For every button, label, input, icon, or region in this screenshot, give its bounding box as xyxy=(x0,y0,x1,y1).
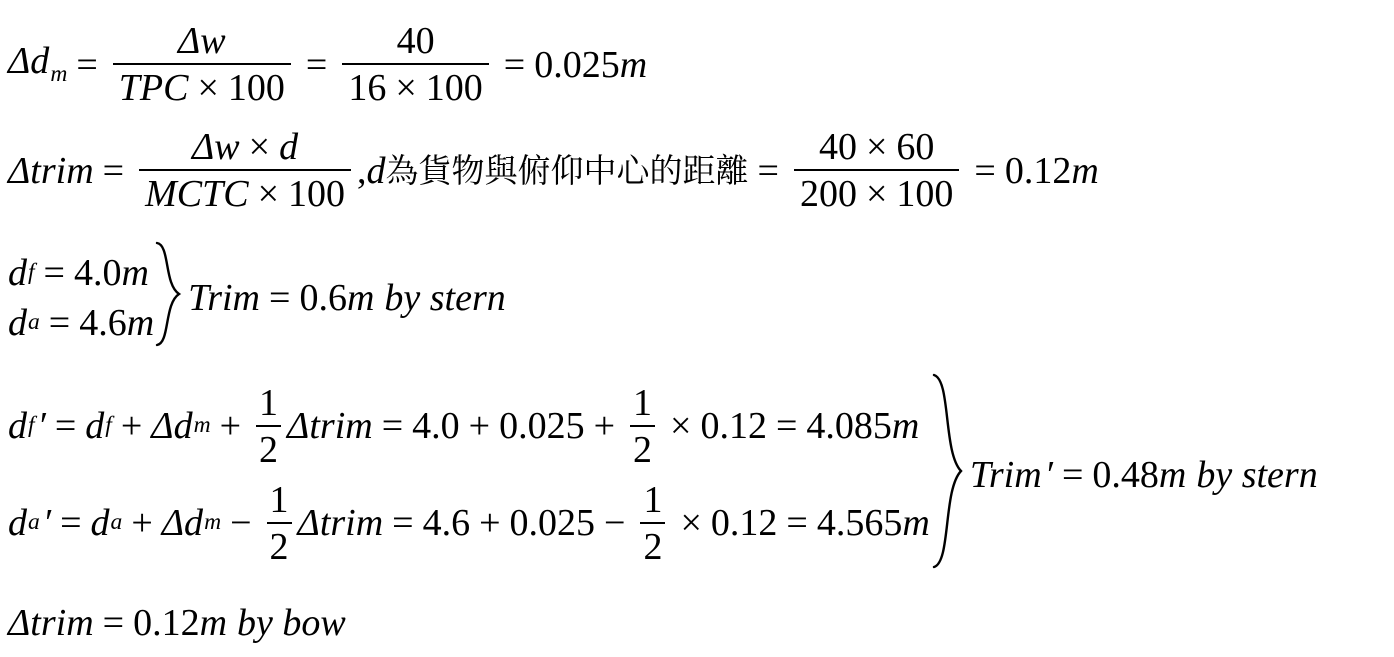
equals-sign-2: = xyxy=(757,149,779,192)
equals-sign-1: = xyxy=(60,502,82,544)
equals-sign-3: = xyxy=(974,149,996,192)
fraction-denominator-value xyxy=(794,169,959,213)
prime-mark: ′ xyxy=(37,405,46,447)
half-numerator: 1 xyxy=(259,381,279,424)
draft-forward-term-subscript: f xyxy=(105,412,112,439)
draft-aft-term: d xyxy=(90,502,110,544)
delta-dm-term: Δd xyxy=(151,405,193,447)
equation-trim-result xyxy=(8,604,346,642)
times-sign: × xyxy=(395,67,417,109)
aft-draft-row xyxy=(8,301,155,344)
draft-aft-term-subscript: a xyxy=(110,509,123,536)
equals-sign-1: = xyxy=(102,149,125,192)
delta-trim-symbol: Δtrim xyxy=(8,602,94,644)
final-trim-value: 0.48 xyxy=(1092,453,1159,496)
value-draft-forward: 4.0 xyxy=(412,405,460,447)
half-numerator: 1 xyxy=(269,478,289,521)
value-mean-sinkage: 0.025 xyxy=(499,405,585,447)
draft-forward-value: 4.0 xyxy=(73,251,122,294)
unit-metre: m xyxy=(126,301,155,344)
draft-aft-symbol: d xyxy=(8,502,27,544)
trim-direction: by stern xyxy=(384,276,506,319)
final-aft-draft-row xyxy=(8,478,930,568)
unit-metre: m xyxy=(891,405,920,447)
fraction-dw-d-over-mctc xyxy=(139,128,351,213)
comma: , xyxy=(357,149,367,192)
trim-label: Trim xyxy=(188,276,260,319)
fraction-denominator-value xyxy=(342,63,488,107)
forty-value: 40 xyxy=(818,126,857,168)
equals-sign-3: = xyxy=(775,405,798,447)
unit-metre: m xyxy=(902,502,930,544)
unit-metre: m xyxy=(1071,149,1099,192)
times-sign: × xyxy=(865,126,888,168)
mean-sinkage-result: 0.025 xyxy=(534,43,620,86)
times-sign: × xyxy=(248,126,271,168)
plus-sign-4: + xyxy=(593,405,616,447)
unit-metre: m xyxy=(346,276,375,319)
half-denominator: 2 xyxy=(256,425,281,469)
draft-aft-value: 4.6 xyxy=(79,301,127,344)
equation-mean-sinkage xyxy=(8,22,647,107)
unit-metre: m xyxy=(619,43,648,86)
equals-sign: = xyxy=(48,301,71,344)
fraction-numerator xyxy=(186,128,304,169)
right-brace-icon xyxy=(154,240,182,355)
equation-trim-change xyxy=(8,128,1099,213)
value-draft-aft: 4.6 xyxy=(422,502,471,544)
draft-aft-subscript: a xyxy=(28,308,40,335)
delta-trim-term: Δtrim xyxy=(297,502,384,544)
times-sign: × xyxy=(865,173,888,215)
tpc-label: TPC xyxy=(118,67,189,109)
plus-sign-2: + xyxy=(219,405,242,447)
value-mean-sinkage: 0.025 xyxy=(509,502,596,544)
fraction-numerator-value: 40 xyxy=(396,20,435,62)
prime-mark: ′ xyxy=(42,502,52,544)
equals-sign-3: = xyxy=(786,502,808,544)
draft-forward-symbol: d xyxy=(8,251,27,294)
fraction-denominator xyxy=(113,63,291,107)
fraction-dw-over-tpc xyxy=(113,22,291,107)
two-hundred-value: 200 xyxy=(799,173,857,215)
final-forward-draft-row xyxy=(8,381,930,471)
right-brace-icon xyxy=(930,372,964,577)
half-numerator: 1 xyxy=(633,381,653,424)
initial-drafts-stack xyxy=(8,248,154,348)
final-drafts-stack xyxy=(8,378,930,572)
delta-dm-term-subscript: m xyxy=(193,412,211,439)
equals-sign-3: = xyxy=(503,43,526,86)
delta-dm-subscript: m xyxy=(50,60,68,87)
one-half-fraction-2 xyxy=(640,478,665,568)
draft-aft-subscript: a xyxy=(28,509,40,536)
plus-sign-1: + xyxy=(120,405,143,447)
value-trim-change: 0.12 xyxy=(710,502,778,544)
final-forward-draft-result: 4.085 xyxy=(806,405,892,447)
fraction-denominator xyxy=(139,169,351,213)
equals-sign: = xyxy=(269,276,291,319)
equals-sign-2: = xyxy=(392,502,414,544)
chinese-annotation: 為貨物與俯仰中心的距離 xyxy=(385,151,749,190)
unit-metre: m xyxy=(199,602,228,644)
delta-dm-term-subscript: m xyxy=(204,509,222,536)
initial-trim-statement xyxy=(188,276,506,319)
draft-forward-term: d xyxy=(85,405,105,447)
hundred-value: 100 xyxy=(896,173,954,215)
times-sign: × xyxy=(670,405,692,447)
final-trim-statement xyxy=(969,453,1318,496)
distance-symbol-inline: d xyxy=(366,149,386,192)
equals-sign-2: = xyxy=(305,43,328,86)
half-numerator: 1 xyxy=(643,478,663,521)
equals-sign: = xyxy=(43,251,65,294)
fraction-numerator: Δw xyxy=(178,20,226,62)
delta-trim-term: Δtrim xyxy=(287,405,373,447)
delta-trim-symbol: Δtrim xyxy=(8,149,94,192)
half-denominator: 2 xyxy=(630,425,655,469)
delta-trim-value: 0.12 xyxy=(133,602,200,644)
sixteen-value: 16 xyxy=(348,67,387,109)
times-sign: × xyxy=(680,502,702,544)
value-trim-change: 0.12 xyxy=(700,405,767,447)
forward-draft-row xyxy=(8,251,154,294)
trim-change-result: 0.12 xyxy=(1004,149,1072,192)
hundred-value: 100 xyxy=(288,173,346,215)
hundred-value: 100 xyxy=(425,67,483,109)
hundred-value: 100 xyxy=(227,67,285,109)
one-half-fraction xyxy=(256,381,281,471)
fraction-numerator-value xyxy=(813,128,940,169)
draft-forward-subscript: f xyxy=(28,258,35,285)
mctc-label: MCTC xyxy=(145,173,249,215)
minus-sign-1: − xyxy=(230,502,252,544)
prime-mark: ′ xyxy=(1044,453,1053,496)
times-sign: × xyxy=(197,67,219,109)
sixty-value: 60 xyxy=(896,126,935,168)
initial-drafts-group xyxy=(8,240,506,355)
unit-metre: m xyxy=(1158,453,1187,496)
final-drafts-group xyxy=(8,372,1318,577)
equals-sign-2: = xyxy=(381,405,404,447)
equals-sign-1: = xyxy=(54,405,77,447)
half-denominator: 2 xyxy=(640,522,665,566)
plus-sign-2: + xyxy=(479,502,501,544)
final-aft-draft-result: 4.565 xyxy=(816,502,903,544)
equals-sign-1: = xyxy=(76,43,98,86)
trim-label: Trim xyxy=(969,453,1042,496)
draft-forward-subscript: f xyxy=(28,412,35,439)
minus-sign-2: − xyxy=(604,502,626,544)
distance-symbol: d xyxy=(279,126,299,168)
half-denominator: 2 xyxy=(267,522,292,566)
plus-sign-3: + xyxy=(468,405,491,447)
delta-dm-term: Δd xyxy=(161,502,204,544)
unit-metre: m xyxy=(121,251,149,294)
plus-sign-1: + xyxy=(131,502,153,544)
equals-sign: = xyxy=(102,602,125,644)
fraction-40-over-1600 xyxy=(342,22,488,107)
times-sign: × xyxy=(257,173,280,215)
draft-aft-symbol: d xyxy=(8,301,27,344)
trim-value: 0.6 xyxy=(299,276,347,319)
fraction-2400-over-20000 xyxy=(794,128,959,213)
one-half-fraction-2 xyxy=(630,381,655,471)
trim-direction: by bow xyxy=(237,602,346,644)
delta-dm-symbol xyxy=(8,42,67,86)
delta-dm-base: Δd xyxy=(8,40,50,83)
one-half-fraction xyxy=(267,478,292,568)
draft-forward-symbol: d xyxy=(8,405,27,447)
delta-w-symbol: Δw xyxy=(192,126,240,168)
equals-sign: = xyxy=(1061,453,1084,496)
final-trim-direction: by stern xyxy=(1196,453,1318,496)
